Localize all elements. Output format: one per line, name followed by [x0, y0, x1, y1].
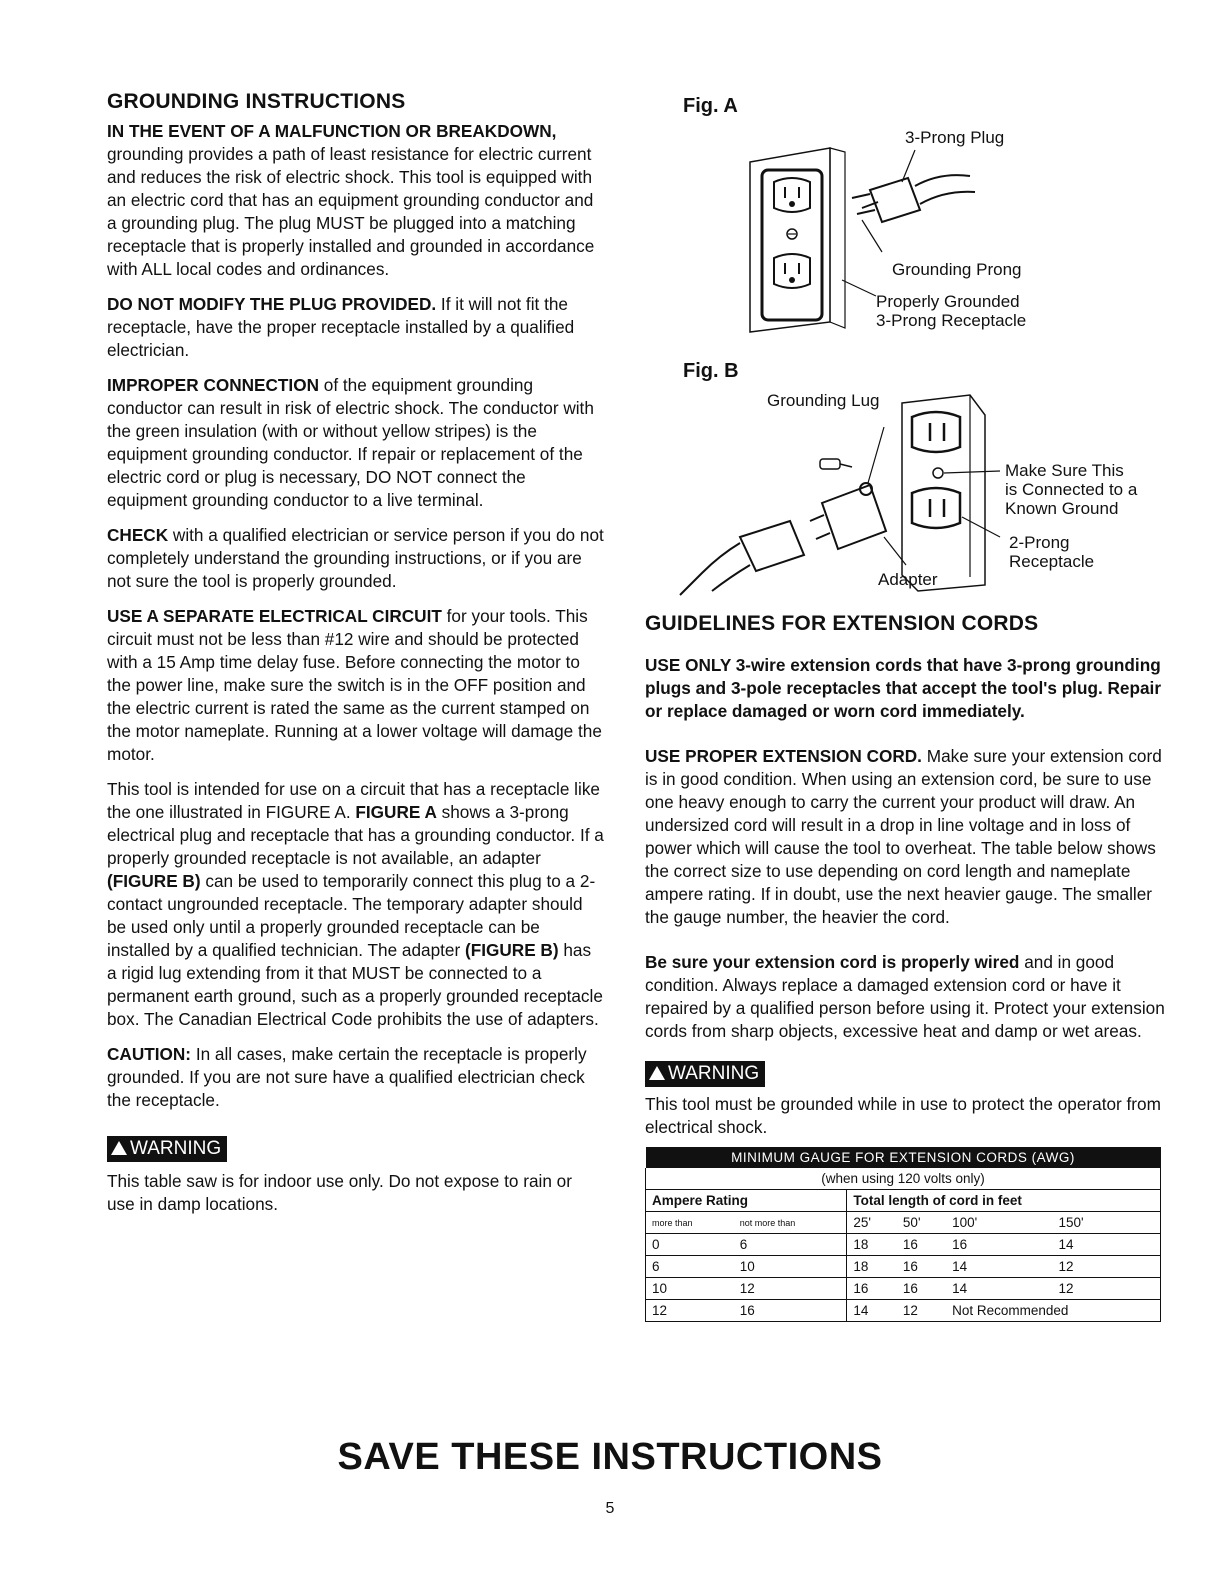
- header-not-more-than: not more than: [734, 1212, 847, 1234]
- right-column: [645, 612, 1165, 1322]
- right-warning-text: This tool must be grounded while in use to protect the operator from electrical shock.: [645, 1094, 1161, 1137]
- fig-b-make-label-2: is Connected to a: [1005, 480, 1138, 499]
- grounding-heading: GROUNDING INSTRUCTIONS: [107, 90, 406, 113]
- fig-b-adapter-label: Adapter: [878, 570, 938, 589]
- header-ampere: Ampere Rating: [646, 1190, 847, 1212]
- fig-a-label: Fig. A: [683, 95, 738, 117]
- left-column: [107, 90, 604, 1228]
- figure-a: [640, 90, 1180, 350]
- warning-triangle-icon: [649, 1066, 665, 1080]
- paragraph-improper-connection: IMPROPER CONNECTION of the equipment grounding conductor can result in risk of electric shock. The conductor with the green insulation (with or without yellow stripes) is the equipment grounding conductor. If repair or replacement of the electric cord or plug is necessary, DO NOT connect the equipment grounding conductor to a live terminal.: [107, 375, 594, 510]
- fig-b-receptacle-label-2: Receptacle: [1009, 552, 1095, 571]
- fig-b-label: Fig. B: [683, 360, 739, 382]
- paragraph-check: CHECK with a qualified electrician or service person if you do not completely understand the grounding instructions, or if you are not sure the tool is properly grounded.: [107, 525, 604, 591]
- left-warning-text: This table saw is for indoor use only. Do not expose to rain or use in damp locations.: [107, 1171, 572, 1214]
- header-length-50: 50': [897, 1212, 946, 1234]
- warning-badge: WARNING: [107, 1136, 227, 1162]
- extension-heading: GUIDELINES FOR EXTENSION CORDS: [645, 612, 1039, 635]
- paragraph-adapter: This tool is intended for use on a circuit that has a receptacle like the one illustrated in FIGURE A. FIGURE A shows a 3-prong electrical plug and receptacle that has a grounding conductor. If a properly grounded receptacle is not available, an adapter (FIGURE B) can be used to temporarily connect this plug to a 2-contact ungrounded receptacle. The temporary adapter should be used only until a properly grounded receptacle can be installed by a qualified technician. The adapter (FIGURE B) has a rigid lug extending from it that MUST be connected to a permanent earth ground, such as a properly grounded receptacle box. The Canadian Electrical Code prohibits the use of adapters.: [107, 779, 604, 1029]
- right-warning: [645, 1061, 1165, 1087]
- table-row: 6 10 18 16 14 12: [646, 1256, 1161, 1278]
- fig-b-lug-label: Grounding Lug: [767, 391, 880, 410]
- table-row: 0 6 18 16 16 14: [646, 1234, 1161, 1256]
- paragraph-separate-circuit: USE A SEPARATE ELECTRICAL CIRCUIT for your tools. This circuit must not be less than #12 wire and should be protected with a 15 Amp time delay fuse. Before connecting the motor to the power line, make sure the switch is in the OFF position and the electric current is rated the same as the current stamped on the motor nameplate. Running at a lower voltage will damage the motor.: [107, 606, 602, 764]
- fig-b-make-label-1: Make Sure This: [1005, 461, 1124, 480]
- page-number: 5: [605, 1500, 615, 1517]
- header-length: Total length of cord in feet: [847, 1190, 1161, 1212]
- warning-triangle-icon: [111, 1141, 127, 1155]
- paragraph-malfunction: IN THE EVENT OF A MALFUNCTION OR BREAKDOWN, grounding provides a path of least resistance for electric current and reduces the risk of electric shock. This tool is equipped with an electric cord that has an equipment grounding conductor and a grounding plug. The plug MUST be plugged into a matching receptacle that is properly installed and grounded in accordance with ALL local codes and ordinances.: [107, 121, 595, 279]
- left-warning: [107, 1136, 604, 1162]
- paragraph-use-only: USE ONLY 3-wire extension cords that have 3-prong grounding plugs and 3-pole receptacles that accept the tool's plug. Repair or replace damaged or worn cord immediately.: [645, 655, 1162, 721]
- header-length-25: 25': [847, 1212, 897, 1234]
- fig-b-receptacle-label-1: 2-Prong: [1009, 533, 1070, 552]
- figure-b: [640, 355, 1180, 605]
- save-instructions-footer: SAVE THESE INSTRUCTIONS: [337, 1436, 883, 1478]
- table-row: 12 16 14 12 Not Recommended: [646, 1300, 1161, 1322]
- fig-a-prong-label: Grounding Prong: [892, 260, 1022, 279]
- header-length-100: 100': [946, 1212, 1052, 1234]
- paragraph-caution: CAUTION: In all cases, make certain the receptacle is properly grounded. If you are not sure have a qualified electrician check the receptacle.: [107, 1044, 587, 1110]
- warning-badge: WARNING: [645, 1061, 765, 1087]
- table-row: 10 12 16 16 14 12: [646, 1278, 1161, 1300]
- paragraph-modify-plug: DO NOT MODIFY THE PLUG PROVIDED. If it will not fit the receptacle, have the proper receptacle installed by a qualified electrician.: [107, 294, 575, 360]
- fig-a-receptacle-label-2: 3-Prong Receptacle: [876, 311, 1027, 330]
- gauge-table: [645, 1147, 1161, 1322]
- table-subtitle: (when using 120 volts only): [646, 1168, 1161, 1190]
- paragraph-proper-cord: USE PROPER EXTENSION CORD. Make sure your extension cord is in good condition. When using an extension cord, be sure to use one heavy enough to carry the current your product will draw. An undersized cord will result in a drop in line voltage and in loss of power which will cause the tool to overheat. The table below shows the correct size to use depending on cord length and nameplate ampere rating. If in doubt, use the next heavier gauge. The smaller the gauge number, the heavier the cord.: [645, 746, 1162, 927]
- header-length-150: 150': [1053, 1212, 1161, 1234]
- fig-b-make-label-3: Known Ground: [1005, 499, 1119, 518]
- header-more-than: more than: [646, 1212, 734, 1234]
- fig-a-plug-label: 3-Prong Plug: [905, 128, 1005, 147]
- table-title: MINIMUM GAUGE FOR EXTENSION CORDS (AWG): [646, 1147, 1161, 1168]
- paragraph-properly-wired: Be sure your extension cord is properly wired and in good condition. Always replace a damaged extension cord or have it repaired by a qualified person before using it. Protect your extension cords from sharp objects, excessive heat and damp or wet areas.: [645, 952, 1165, 1041]
- fig-a-receptacle-label-1: Properly Grounded: [876, 292, 1020, 311]
